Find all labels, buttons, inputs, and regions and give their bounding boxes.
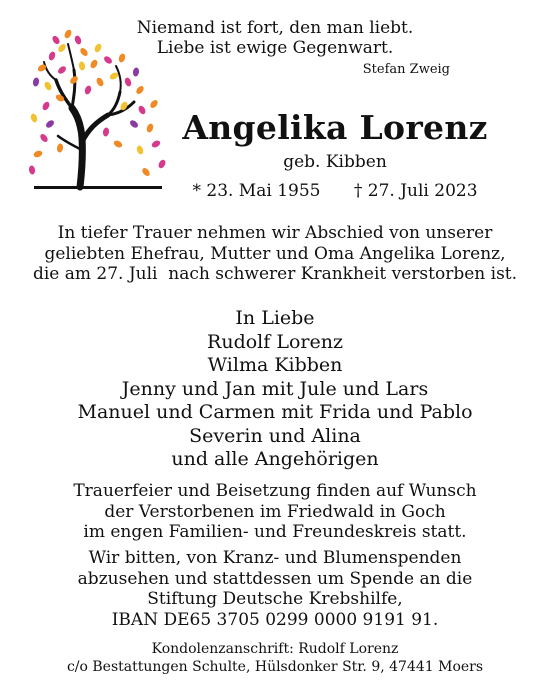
donation-line: Stiftung Deutsche Krebshilfe, [147,589,403,609]
mourner-line: Jenny und Jan mit Jule und Lars [121,377,429,400]
announcement-line: geliebten Ehefrau, Mutter und Oma Angelika Lorenz, [44,243,506,264]
donation-line: IBAN DE65 3705 0299 0000 9191 91. [111,609,439,630]
condolence-line: c/o Bestattungen Schulte, Hülsdonker Str. 9, 47441 Moers [66,659,484,675]
mourner-line: Wilma Kibben [207,354,343,376]
funeral-line: Trauerfeier und Beisetzung finden auf Wunsch [73,481,477,501]
funeral-line: im engen Familien- und Freundeskreis statt. [83,522,467,542]
death-date: † 27. Juli 2023 [353,181,478,201]
deceased-name: Angelika Lorenz [182,108,488,147]
quote-line-1: Niemand ist fort, den man liebt. [136,18,414,38]
mourner-line: Severin und Alina [189,424,361,447]
donation-line: abzusehen und stattdessen um Spende an die [77,568,473,589]
donation-info [0,548,550,630]
funeral-line: der Verstorbenen im Friedwald in Goch [104,501,446,522]
mourner-line: Manuel und Carmen mit Frida und Pablo [77,401,473,423]
mourner-line: In Liebe [235,307,315,329]
condolence-line: Kondolenzanschrift: Rudolf Lorenz [151,641,399,657]
announcement-line: In tiefer Trauer nehmen wir Abschied von unserer [57,223,493,243]
quote-author: Stefan Zweig [362,62,450,77]
tree-with-falling-leaves-icon [22,20,172,195]
life-dates [175,181,495,201]
funeral-info [0,481,550,543]
donation-line: Wir bitten, von Kranz- und Blumenspenden [88,548,462,568]
quote-line-2: Liebe ist ewige Gegenwart. [156,38,394,58]
condolence-address [0,640,550,676]
mourner-line: Rudolf Lorenz [207,330,343,353]
mourners-list [0,307,550,472]
mourner-line: und alle Angehörigen [171,448,379,470]
announcement-text [0,223,550,285]
birth-name: geb. Kibben [283,152,387,172]
announcement-line: die am 27. Juli nach schwerer Krankheit verstorben ist. [32,264,518,284]
birth-date: * 23. Mai 1955 [192,181,321,201]
